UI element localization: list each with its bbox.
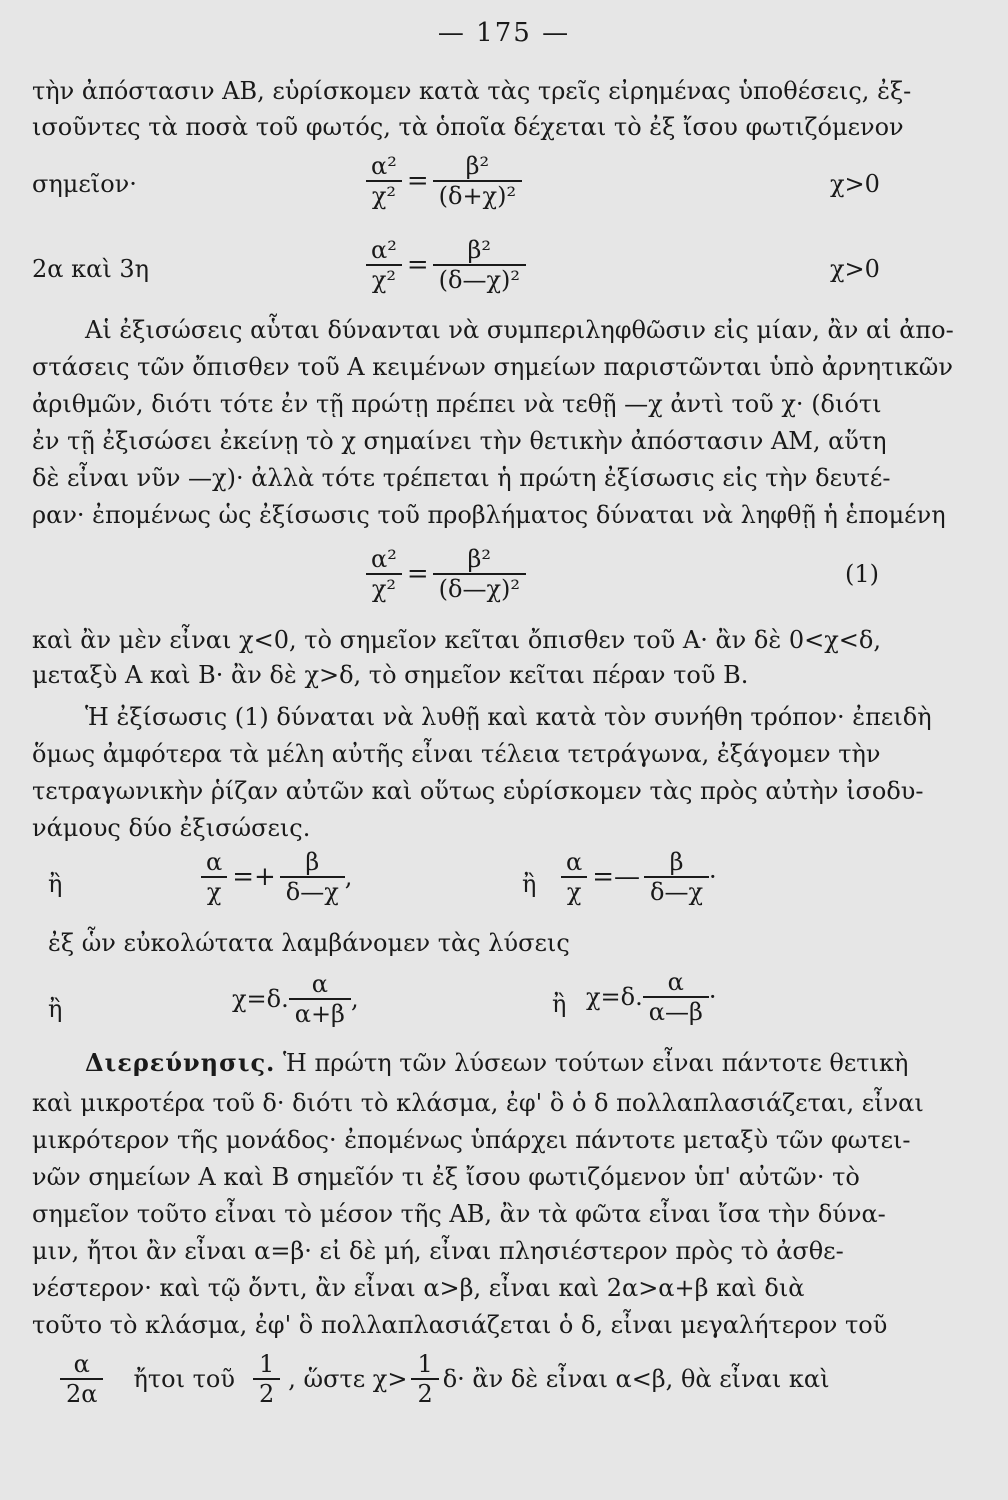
relation: = bbox=[406, 166, 429, 196]
text-line: νῶν σημείων Α καὶ Β σημεῖόν τι ἐξ ἴσου φωτιζόμενον ὑπ' αὐτῶν· τὸ bbox=[32, 1163, 860, 1191]
denominator: (δ+χ)² bbox=[433, 180, 522, 210]
denominator: α—β bbox=[643, 996, 709, 1026]
page-number: — 175 — bbox=[437, 18, 571, 48]
denominator: χ bbox=[561, 876, 588, 906]
text-line: μιν, ἤτοι ἂν εἶναι α=β· εἰ δὲ μή, εἶναι πλησιέστερον πρὸς τὸ ἀσθε- bbox=[32, 1237, 844, 1265]
denominator: 2 bbox=[253, 1378, 280, 1408]
numerator: β² bbox=[467, 236, 492, 264]
denominator: χ bbox=[201, 876, 228, 906]
denominator: 2α bbox=[60, 1378, 103, 1408]
equation-root-plus bbox=[200, 848, 352, 906]
denominator: χ² bbox=[366, 264, 402, 294]
equation-a bbox=[365, 152, 522, 210]
denominator: χ² bbox=[366, 180, 402, 210]
numerator: α² bbox=[371, 545, 397, 573]
numerator: α bbox=[566, 848, 583, 876]
equation-label: σημεῖον· bbox=[32, 170, 137, 198]
text-line: ἐξ ὧν εὐκολώτατα λαμβάνομεν τὰς λύσεις bbox=[48, 929, 570, 957]
text-line: νάμους δύο ἐξισώσεις. bbox=[32, 814, 311, 842]
punctuation: · bbox=[709, 863, 717, 891]
condition: χ>0 bbox=[830, 170, 880, 198]
numerator: β² bbox=[465, 152, 490, 180]
numerator: α bbox=[311, 970, 328, 998]
denominator: (δ—χ)² bbox=[433, 264, 526, 294]
relation: =+ bbox=[232, 862, 276, 892]
text-span: , ὥστε χ> bbox=[288, 1365, 408, 1393]
text-line: τοῦτο τὸ κλάσμα, ἐφ' ὃ πολλαπλασιάζεται ὁ δ, εἶναι μεγαλήτερον τοῦ bbox=[32, 1311, 888, 1339]
numerator: α² bbox=[371, 152, 397, 180]
text-line: σημεῖον τοῦτο εἶναι τὸ μέσον τῆς ΑΒ, ἂν τὰ φῶτα εἶναι ἴσα τὴν δύνα- bbox=[32, 1200, 886, 1228]
numerator: α bbox=[73, 1350, 90, 1378]
relation: = bbox=[406, 250, 429, 280]
punctuation: , bbox=[344, 863, 353, 891]
denominator: χ² bbox=[366, 573, 402, 603]
text-line: Αἱ ἐξισώσεις αὗται δύνανται νὰ συμπεριληφθῶσιν εἰς μίαν, ἂν αἱ ἀπο- bbox=[85, 316, 954, 344]
punctuation: · bbox=[708, 983, 717, 1011]
condition: χ>0 bbox=[830, 255, 880, 283]
text-line: μικρότερον τῆς μονάδος· ἐπομένως ὑπάρχει πάντοτε μεταξὺ τῶν φωτει- bbox=[32, 1126, 911, 1154]
numerator: α bbox=[206, 848, 223, 876]
denominator: (δ—χ)² bbox=[433, 573, 526, 603]
or-label: ἢ bbox=[522, 870, 537, 898]
punctuation: , bbox=[350, 985, 359, 1013]
text-line: τετραγωνικὴν ῥίζαν αὐτῶν καὶ οὕτως εὑρίσκομεν τὰς πρὸς αὐτὴν ἰσοδυ- bbox=[32, 777, 924, 805]
section-heading: Διερεύνησις. bbox=[85, 1048, 276, 1077]
numerator: 1 bbox=[417, 1350, 433, 1378]
text-line: ἀριθμῶν, διότι τότε ἐν τῇ πρώτῃ πρέπει νὰ τεθῇ —χ ἀντὶ τοῦ χ· (διότι bbox=[32, 390, 882, 418]
text-line: ἐν τῇ ἐξισώσει ἐκείνῃ τὸ χ σημαίνει τὴν θετικὴν ἀπόστασιν ΑΜ, αὕτη bbox=[32, 427, 887, 455]
text-line: ὅμως ἀμφότερα τὰ μέλη αὐτῆς εἶναι τέλεια τετράγωνα, ἐξάγομεν τὴν bbox=[32, 740, 881, 768]
numerator: β² bbox=[467, 545, 492, 573]
text-line: καὶ μικροτέρα τοῦ δ· διότι τὸ κλάσμα, ἐφ' ὃ ὁ δ πολλαπλασιάζεται, εἶναι bbox=[32, 1089, 924, 1117]
denominator: α+β bbox=[289, 998, 351, 1028]
text-span: δ· ἂν δὲ εἶναι α<β, θὰ εἶναι καὶ bbox=[442, 1365, 830, 1393]
numerator: 1 bbox=[258, 1350, 275, 1378]
last-line bbox=[60, 1350, 830, 1408]
equation-label: 2α καὶ 3η bbox=[32, 255, 149, 283]
denominator: 2 bbox=[411, 1378, 438, 1408]
relation: = bbox=[406, 559, 429, 589]
solution-lhs: χ=δ. bbox=[586, 983, 643, 1011]
text-span: ἤτοι τοῦ bbox=[133, 1365, 235, 1393]
solution-lhs: χ=δ. bbox=[232, 985, 289, 1013]
denominator: δ—χ bbox=[644, 876, 709, 906]
solution-plus bbox=[232, 970, 359, 1028]
text-span: Ἡ πρώτη τῶν λύσεων τούτων εἶναι πάντοτε θετικὴ bbox=[283, 1049, 909, 1077]
text-line: ραν· ἐπομένως ὡς ἐξίσωσις τοῦ προβλήματος δύναται νὰ ληφθῇ ἡ ἑπομένη bbox=[32, 501, 946, 529]
numerator: α bbox=[667, 968, 684, 996]
equation-1 bbox=[365, 545, 526, 603]
text-line: Ἡ ἐξίσωσις (1) δύναται νὰ λυθῇ καὶ κατὰ τὸν συνήθη τρόπον· ἐπειδὴ bbox=[85, 703, 932, 731]
text-line: μεταξὺ Α καὶ Β· ἂν δὲ χ>δ, τὸ σημεῖον κεῖται πέραν τοῦ Β. bbox=[32, 661, 749, 689]
or-label: ἢ bbox=[48, 995, 63, 1023]
or-label: ἢ bbox=[48, 870, 63, 898]
numerator: β bbox=[669, 848, 684, 876]
denominator: δ—χ bbox=[280, 876, 345, 906]
equation-root-minus bbox=[560, 848, 717, 906]
text-line: καὶ ἂν μὲν εἶναι χ<0, τὸ σημεῖον κεῖται ὄπισθεν τοῦ Α· ἂν δὲ 0<χ<δ, bbox=[32, 626, 881, 654]
text-line: νέστερον· καὶ τῷ ὄντι, ἂν εἶναι α>β, εἶναι καὶ 2α>α+β καὶ διὰ bbox=[32, 1274, 805, 1302]
numerator: α² bbox=[371, 236, 397, 264]
equation-tag: (1) bbox=[845, 560, 879, 588]
or-label: ἢ bbox=[552, 990, 567, 1018]
relation: =— bbox=[592, 862, 641, 892]
text-line: δὲ εἶναι νῦν —χ)· ἀλλὰ τότε τρέπεται ἡ πρώτη ἐξίσωσις εἰς τὴν δευτέ- bbox=[32, 464, 891, 492]
text-line: τὴν ἀπόστασιν ΑΒ, εὑρίσκομεν κατὰ τὰς τρεῖς εἰρημένας ὑποθέσεις, ἐξ- bbox=[32, 77, 912, 105]
text-line: ισοῦντες τὰ ποσὰ τοῦ φωτός, τὰ ὁποῖα δέχεται τὸ ἐξ ἴσου φωτιζόμενον bbox=[32, 113, 904, 141]
equation-b bbox=[365, 236, 526, 294]
text-line: στάσεις τῶν ὄπισθεν τοῦ Α κειμένων σημείων παριστῶνται ὑπὸ ἀρνητικῶν bbox=[32, 353, 953, 381]
numerator: β bbox=[305, 848, 320, 876]
discussion-first-line bbox=[85, 1048, 908, 1078]
solution-minus bbox=[586, 968, 716, 1026]
